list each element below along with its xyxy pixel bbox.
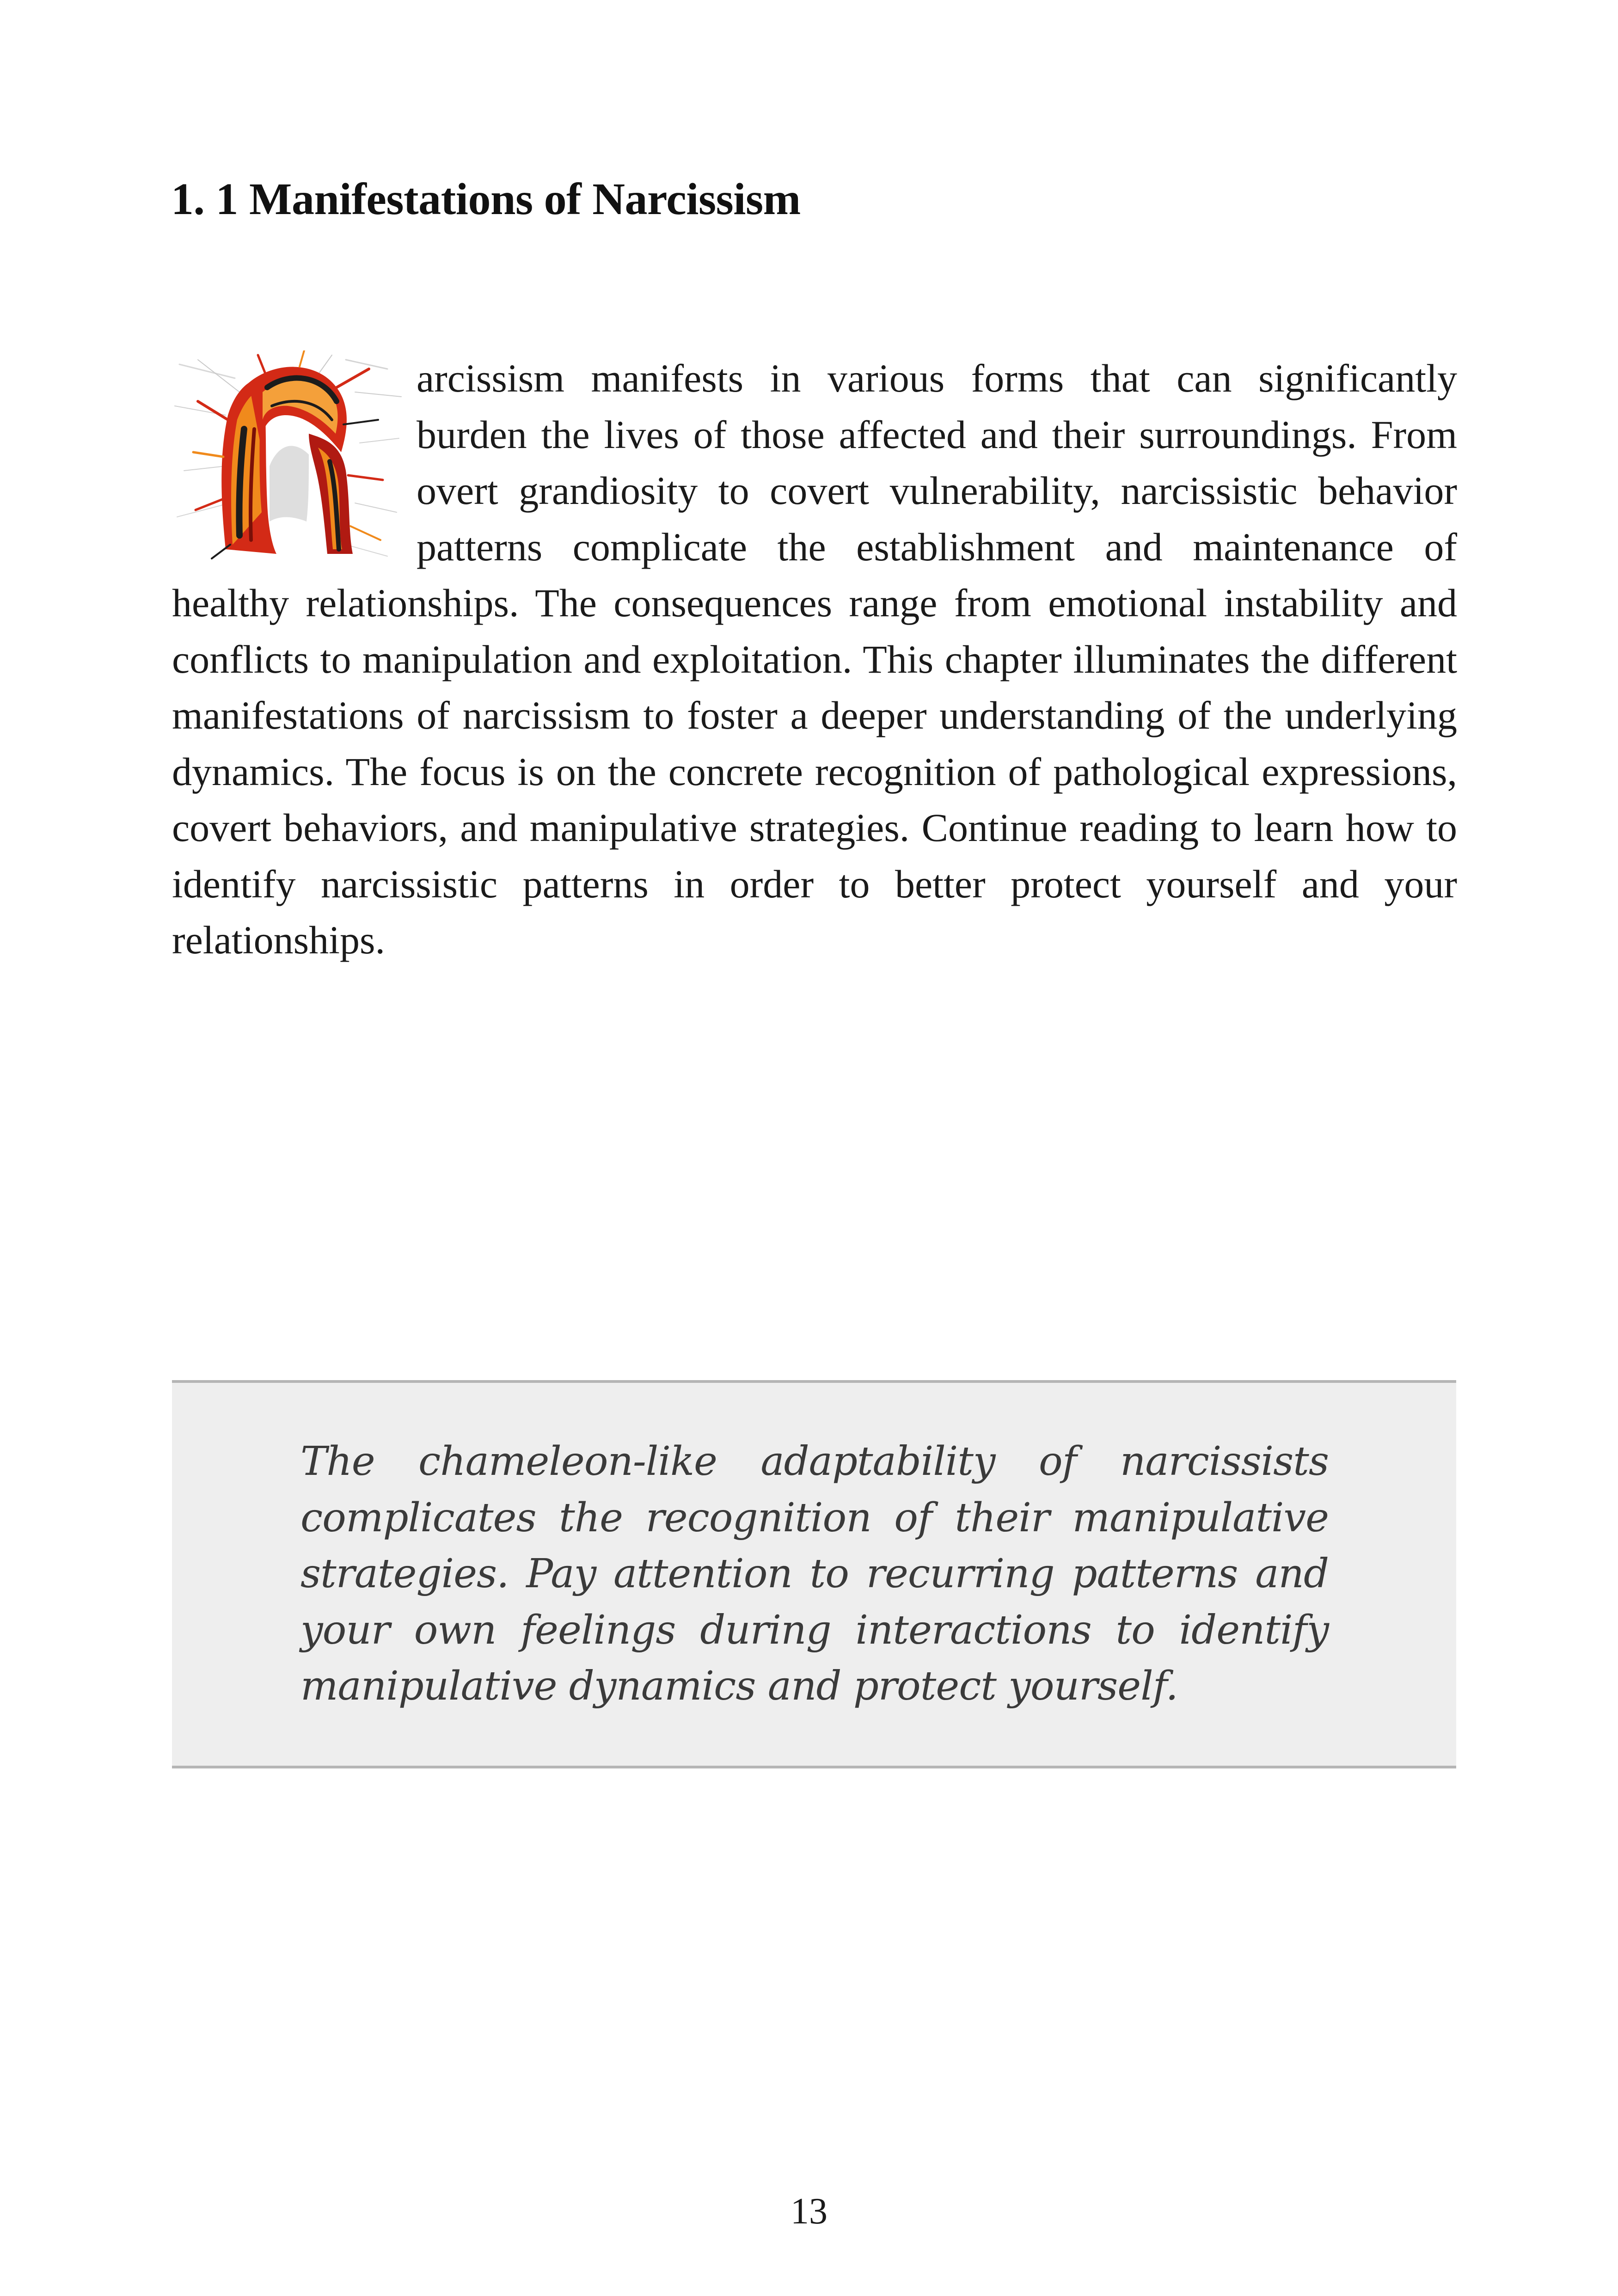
body-paragraph: [172, 350, 1457, 969]
section-heading: 1. 1 Manifestations of Narcissism: [171, 174, 801, 224]
drop-cap-illustration: [170, 350, 404, 561]
page-number: 13: [791, 2191, 827, 2232]
body-text: arcissism manifests in various forms that can significantly burden the lives of those affected and their surroundings. From overt grandiosity to covert vulnerability, narcissistic behavior patterns complicate the establishment and maintenance of healthy relationships. The consequences range from emotional instability and conflicts to manipulation and exploitation. This chapter illuminates the different manifestations of narcissism to foster a deeper understanding of the underlying dynamics. The focus is on the concrete recognition of pathological expressions, covert behaviors, and manipulative strategies. Continue reading to learn how to identify narcissistic patterns in order to better protect yourself and your relationships.: [172, 356, 1457, 962]
callout-text: The chameleon-like adaptability of narcissists complicates the recognition of their manipulative strategies. Pay attention to recurring patterns and your own feelings during interactions to identify manipulative dynamics and protect yourself.: [300, 1438, 1329, 1709]
tip-callout-box: [172, 1380, 1456, 1768]
painted-letter-n-icon: [170, 350, 404, 561]
